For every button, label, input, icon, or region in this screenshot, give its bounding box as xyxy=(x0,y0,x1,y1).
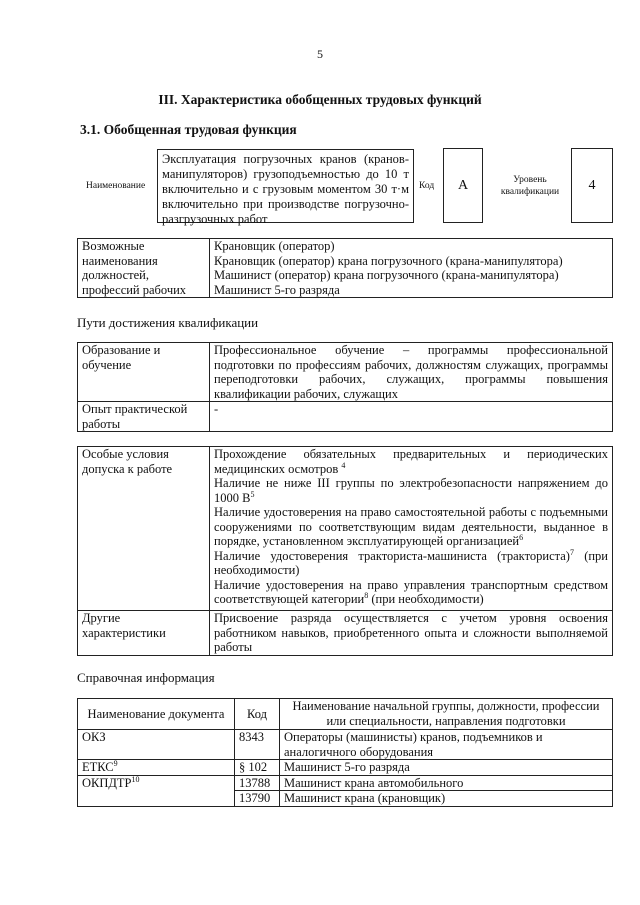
conditions-table xyxy=(77,446,613,656)
ref-header-name: Наименование начальной группы, должности, профессии или специальности, направления подготовки xyxy=(280,699,613,730)
ref-header-code: Код xyxy=(235,699,280,730)
table-row xyxy=(78,760,613,776)
condition-item: Наличие не ниже III группы по электробезопасности напряжением до 1000 $В^5$ xyxy=(214,476,608,505)
ref-doc: ЕТКС$^9$ xyxy=(78,760,235,776)
ref-name: Машинист 5-го разряда xyxy=(280,760,613,776)
ref-code: § 102 xyxy=(235,760,280,776)
ref-name: Машинист крана (крановщик) xyxy=(280,791,613,807)
conditions-label: Особые условия допуска к работе xyxy=(78,447,210,611)
condition-item: Наличие удостоверения на право самостоятельной работы с подъемными сооружениями по соответствующим видам деятельности, выданное в порядке, установленном эксплуатирующей организацией$^6$ xyxy=(214,505,608,548)
reference-heading: Справочная информация xyxy=(77,670,215,685)
footnote-ref: 5 xyxy=(250,489,255,499)
positions-values xyxy=(210,239,613,298)
qualification-heading: Пути достижения квалификации xyxy=(77,315,259,330)
condition-item: Наличие удостоверения на право управления транспортным средством соответствующей категории$^8$ (при необходимости) xyxy=(214,577,608,606)
other-value: Присвоение разряда осуществляется с учетом уровня освоения работником навыков, приобретенного опыта и сложности выполняемой работы xyxy=(210,611,613,656)
footnote-ref: 7 xyxy=(569,547,574,557)
code-label: Код xyxy=(419,181,435,191)
ref-name: Машинист крана автомобильного xyxy=(280,775,613,791)
other-label: Другие характеристики xyxy=(78,611,210,656)
position-item: Машинист 5-го разряда xyxy=(214,282,340,297)
experience-label: Опыт практической работы xyxy=(78,402,210,432)
page-number: 5 xyxy=(317,47,323,61)
ref-header-document: Наименование документа xyxy=(78,699,235,730)
function-name-box: Эксплуатация погрузочных кранов (кранов-манипуляторов) грузоподъемностью до 10 т включительно и с грузовым моментом 30 т·м включительно при производстве погрузочно-разгрузочных работ xyxy=(157,149,414,223)
name-label: Наименование xyxy=(86,181,146,191)
function-title: 3.1. Обобщенная трудовая функция xyxy=(80,122,297,137)
footnote-ref: 8 xyxy=(364,590,369,600)
reference-table xyxy=(77,698,613,807)
footnote-ref: 6 xyxy=(519,532,524,542)
condition-item: Прохождение обязательных предварительных и периодических медицинских осмотров $^4$ xyxy=(214,447,608,476)
ref-code: 13788 xyxy=(235,775,280,791)
section-title: III. Характеристика обобщенных трудовых функций xyxy=(158,92,482,107)
ref-doc: ОКЗ xyxy=(78,730,235,760)
code-value-box: A xyxy=(443,148,483,223)
position-item: Крановщик (оператор) xyxy=(214,239,335,253)
position-item: Машинист (оператор) крана погрузочного (крана-манипулятора) xyxy=(214,268,559,282)
footnote-ref: 4 xyxy=(341,460,346,470)
position-item: Крановщик (оператор) крана погрузочного (крана-манипулятора) xyxy=(214,253,563,268)
experience-value: - xyxy=(210,402,613,432)
table-row xyxy=(78,775,613,791)
level-value-box: 4 xyxy=(571,148,613,223)
ref-code: 8343 xyxy=(235,730,280,760)
ref-doc: ОКПДТР$^{10}$ xyxy=(78,775,235,806)
ref-name: Операторы (машинисты) кранов, подъемников и аналогичного оборудования xyxy=(280,730,613,760)
education-value: Профессиональное обучение – программы профессиональной подготовки по профессиям рабочих, должностям служащих, программы переподготовки рабочих, служащих, программы повышения квалификации рабочих, служащих xyxy=(210,343,613,402)
table-row xyxy=(78,730,613,760)
ref-code: 13790 xyxy=(235,791,280,807)
conditions-values xyxy=(210,447,613,611)
positions-table xyxy=(77,238,613,298)
condition-item: Наличие удостоверения тракториста-машиниста (тракториста)$^7$ (при необходимости) xyxy=(214,547,608,577)
level-label: Уровень квалификации xyxy=(500,175,560,197)
education-label: Образование и обучение xyxy=(78,343,210,402)
education-table xyxy=(77,342,613,432)
positions-label: Возможные наименования должностей, профессий рабочих xyxy=(78,239,210,298)
